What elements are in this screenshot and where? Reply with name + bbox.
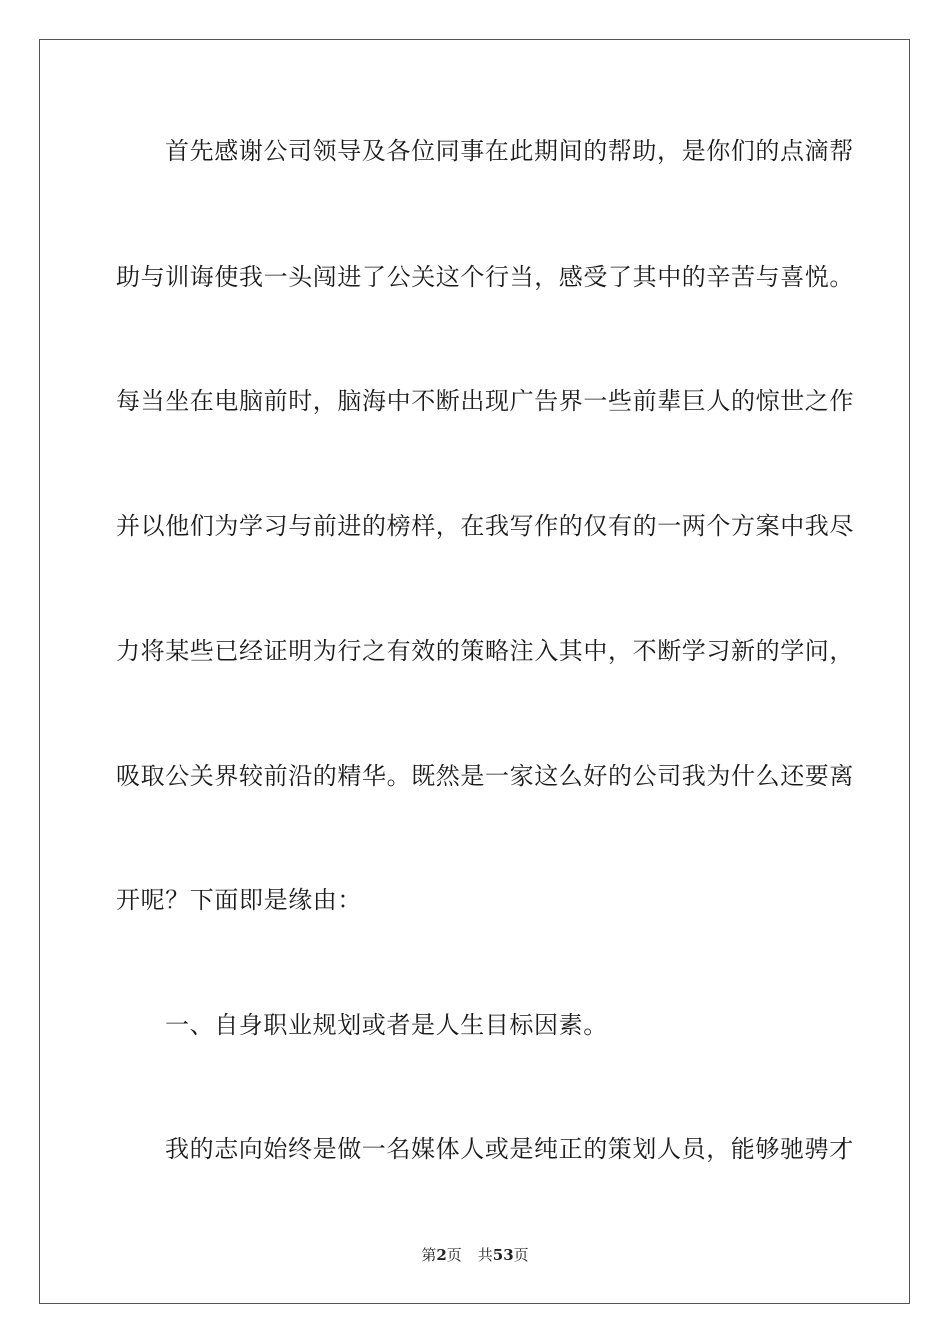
page-border — [39, 39, 910, 1304]
text-line-4: 并以他们为学习与前进的榜样，在我写作的仅有的一两个方案中我尽 — [116, 512, 854, 540]
page-number: 2 — [436, 1246, 447, 1264]
page-suffix: 页 — [446, 1246, 462, 1264]
section-heading: 一、自身职业规划或者是人生目标因素。 — [165, 1011, 608, 1039]
text-line-9: 我的志向始终是做一名媒体人或是纯正的策划人员，能够驰骋才 — [165, 1135, 854, 1163]
text-line-6: 吸取公关界较前沿的精华。既然是一家这么好的公司我为什么还要离 — [116, 762, 854, 790]
total-prefix: 共 — [477, 1246, 493, 1264]
text-line-5: 力将某些已经证明为行之有效的策略注入其中，不断学习新的学问， — [116, 637, 854, 665]
page-prefix: 第 — [421, 1246, 437, 1264]
text-line-1: 首先感谢公司领导及各位同事在此期间的帮助，是你们的点滴帮 — [165, 137, 854, 165]
text-line-3: 每当坐在电脑前时，脑海中不断出现广告界一些前辈巨人的惊世之作 — [116, 387, 854, 415]
text-line-7: 开呢？下面即是缘由： — [116, 886, 362, 914]
total-suffix: 页 — [513, 1246, 529, 1264]
total-pages: 53 — [492, 1246, 514, 1264]
text-line-2: 助与训诲使我一头闯进了公关这个行当，感受了其中的辛苦与喜悦。 — [116, 263, 854, 291]
page-footer — [0, 1246, 950, 1264]
